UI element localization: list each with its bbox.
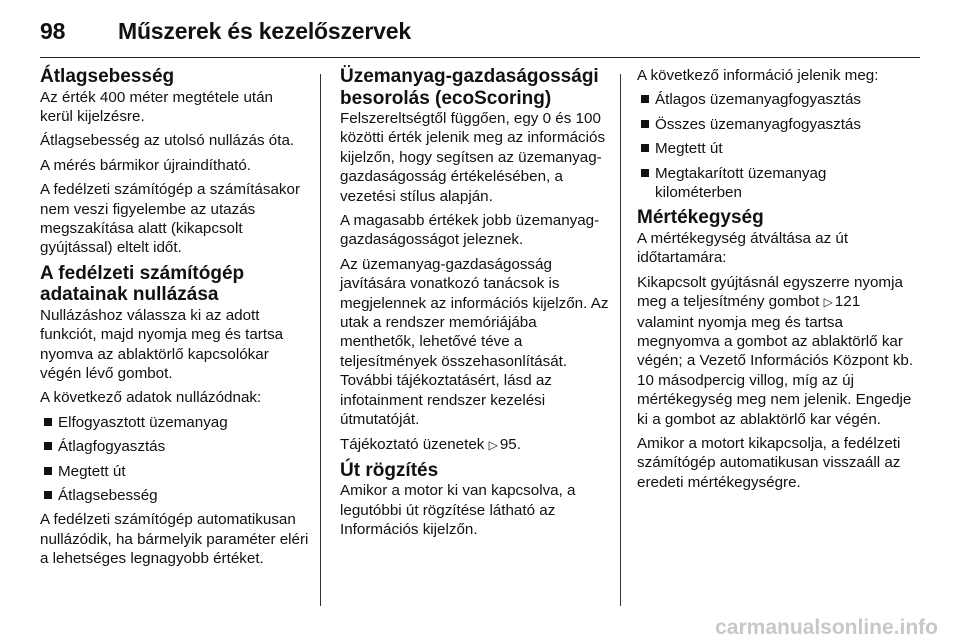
paragraph: A mérés bármikor újraindítható. — [40, 156, 252, 174]
paragraph-text: Kikapcsolt gyújtásnál egyszerre nyomja meg a teljesítmény gombot — [637, 273, 903, 311]
reference-arrow-icon: ▷ — [488, 437, 498, 452]
paragraph — [340, 435, 610, 455]
section-heading-unit: Mértékegység — [637, 207, 764, 229]
column-1 — [40, 66, 310, 574]
paragraph: A következő adatok nullázódnak: — [40, 389, 262, 407]
reset-list — [40, 413, 310, 506]
page-header — [40, 18, 920, 45]
list-item: Összes üzemanyagfogyasztás — [637, 115, 917, 134]
column-divider-1 — [320, 74, 321, 606]
section-heading-trip-record: Út rögzítés — [340, 459, 439, 481]
watermark: carmanualsonline.info — [715, 616, 938, 639]
paragraph: Az üzemanyag-gazdaságosság javítására vonatkozó tanácsok is megjelennek az információs kijelzőn. Az utak a rendszer memóriájába menthetők, lehetővé téve a teljesítmények összehasonlítását. További tájékoztatásért, lásd az infotainment rendszer kezelési útmutatóját. — [340, 255, 609, 429]
list-item: Megtakarított üzemanyag kilométerben — [637, 164, 917, 203]
list-item: Átlagos üzemanyagfogyasztás — [637, 90, 917, 109]
list-item: Elfogyasztott üzemanyag — [40, 413, 310, 432]
paragraph: Átlagsebesség az utolsó nullázás óta. — [40, 132, 295, 150]
paragraph: A fedélzeti számítógép automatikusan nullázódik, ha bármelyik paraméter eléri a lehetséges legnagyobb értéket. — [40, 511, 309, 568]
paragraph: A magasabb értékek jobb üzemanyag-gazdaságosságot jeleznek. — [340, 212, 600, 249]
section-heading-ecoscoring: Üzemanyag-gazdaságossági besorolás (ecoScoring) — [340, 66, 599, 109]
reference-arrow-icon: ▷ — [823, 295, 833, 310]
info-list — [637, 90, 917, 202]
paragraph: A mértékegység átváltása az út időtartamára: — [637, 229, 849, 267]
section-heading-average-speed: Átlagsebesség — [40, 66, 175, 87]
list-item: Megtett út — [40, 462, 310, 481]
page-reference-link[interactable]: 121 — [834, 293, 861, 311]
page-title: Műszerek és kezelőszervek — [118, 18, 411, 44]
paragraph: A fedélzeti számítógép a számításakor nem veszi figyelembe az utazás megszakítása alatt (kikapcsolt gyújtással) eltelt időt. — [40, 181, 301, 257]
header-divider — [40, 57, 920, 58]
column-divider-2 — [620, 74, 621, 606]
column-3 — [637, 66, 917, 497]
list-item: Megtett út — [637, 139, 917, 158]
paragraph — [637, 273, 917, 429]
paragraph-text: valamint nyomja meg és tartsa megnyomva a gombot az ablaktörlő kar végén; a Vezető Információs Központ kb. 10 másodpercig villog, míg az új mértékegység meg nem jelenik. Engedje ki a gombot az ablaktörlő kar végén. — [637, 313, 914, 428]
list-item: Átlagfogyasztás — [40, 437, 310, 456]
paragraph: Amikor a motort kikapcsolja, a fedélzeti számítógép automatikusan visszaáll az eredeti mértékegységre. — [637, 435, 901, 491]
paragraph: Felszereltségtől függően, egy 0 és 100 közötti érték jelenik meg az információs kijelzőn, hogy segítsen az üzemanyag-gazdaságosság értékelésében, a vezetési stílus alapján. — [340, 110, 606, 205]
paragraph: A következő információ jelenik meg: — [637, 67, 879, 84]
paragraph: Amikor a motor ki van kapcsolva, a legutóbbi út rögzítése látható az Információs kijelzőn. — [340, 482, 576, 539]
column-2 — [340, 66, 610, 545]
page-reference-link[interactable]: 95. — [499, 435, 521, 453]
paragraph: Nullázáshoz válassza ki az adott funkciót, majd nyomja meg és tartsa nyomva az ablaktörlő kapcsolókar végén lévő gombot. — [40, 306, 284, 382]
reference-text: Tájékoztató üzenetek — [340, 435, 489, 453]
section-heading-reset: A fedélzeti számítógép adatainak nullázása — [40, 262, 245, 306]
list-item: Átlagsebesség — [40, 486, 310, 505]
paragraph: Az érték 400 méter megtétele után kerül kijelzésre. — [40, 88, 274, 125]
page-number: 98 — [40, 18, 66, 44]
